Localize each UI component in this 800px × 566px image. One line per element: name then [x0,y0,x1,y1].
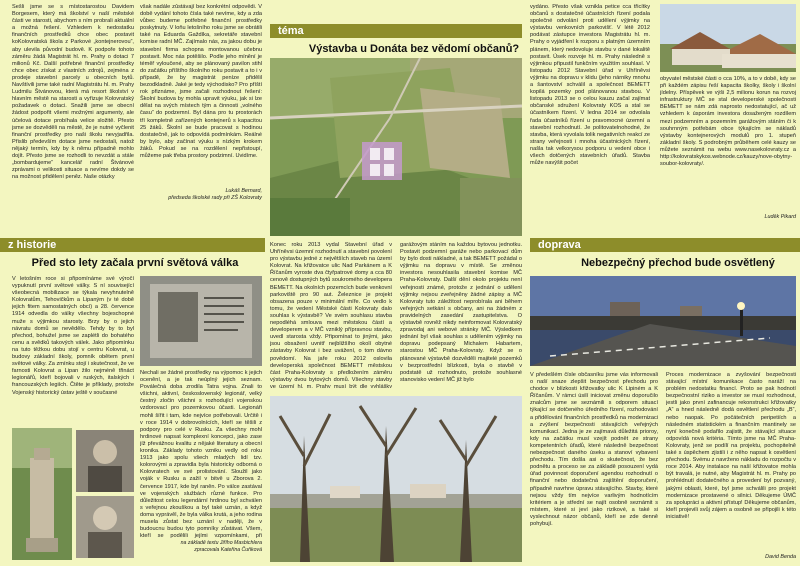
doprava-text-right: Proces modernizace a zvyšování bezpečnosti stávající místní komunikace často naráží na problém nedostatku financí. Proto se pak hodnotí bezpečnostní riziko a investor se musí rozhodnout, jestli jako první zafinancuje rekonstrukci křižovatky „A“ a hned následně dodá osvětlení přechodu „B“, nebo naopak. Po počátečních peripetiích a následném statistickém a finančním mantinely se nyní konečně podařilo zajistit, že stávající situace odpovídá nová kritéria. Tímto jsme na MČ Praha-Kolovraty, jenž se podílí na projektu, pochopitelně také s úspěchem zjistili i z něho napsat k osvětlení přechodu. Svému z navrženo nákladu do rozpočtu v roce 2014. Aby instalace na naší křižovatce mohla být travalá, je nutné, aby Magistrát hl. m. Prahy po prohlédnutí dodatečného a provedení byl pozvaný, jakými oblasti, které, byl jsme schválili pro projekt modernizace prostavené o silnici. Děkujeme ÚMČ za spolupráci a aktivní přístup! Děkujeme občanům, kteří projevili svůj zájem a osobně se připojili k této iniciativě! [666,372,796,520]
rooftop-photo [660,4,796,72]
history-credit-1: na základě textu Jiřího Masbichlera [180,540,262,546]
tema-main-text: Konec roku 2013 vydal Stavební úřad v Uhříněvsi územní rozhodnutí a stavební povolení pro výstavbu jedné z největších staveb na území Kolovrat. Na křižovatce ulic Nad Parkánem a K Říčanům vyroste dva čtyřpatrové domy a cca 80 cenově dostupných bytů soukromého developera BEMETT. Na okolních pozemcích bude venkovní parkoviště pro 90 aut. Železnice je projekt obsazena pouze v minimální míře. Co vedlo k tomu, že vedení Městské části Kolovraty dalo souhlas k výstavbě? Ve svém souhlasu stavba nepodléhá smlouva mezi městskou částí a developerem a v MČ vzniklý přípravnou stavbu, uvedl starosta vždy. Připomínat to jinými, jako jsou obsažení uvnitř nejbližšího okolí obytné zástavby Kolovrat i bez uvážení, o tom dávno povědomí. Na jaře roku 2012 oslovila developerská společnost BEMETT městskou část Praha-Kolovraty s předložením záměru výstavby dvou bytových domů. Všechny stavby ve území hl. m. Prahy musí být dle vyhlášky [270,242,392,388]
tema-signature: Luděk Pikard [764,214,796,220]
plaque-graphic [140,276,262,366]
legionary-portrait-2 [76,496,134,558]
history-credit-2: zpracovala Kateřina Čuňková [194,547,262,553]
history-article-text: V letošním roce si připomínáme své výročí vypuknutí první světové války. S ní související všeobecná mobilizace se týkala nevyhnutelně Kolovratům, Tehovičkům a Lipaným (v té době jejich fitem samostatných obcí) a 28. července 1914 odvedla do války všechny bojeschopné muže s výjimkou starosty. Brzy by o jejich návratu domů se nevědělo. Tehdy by to byl přechod, bohužel jsme se zaplétli do bohatého cenu a svědků takových válek. Jako připomínku na tuto těžkou dobu stojí v centru Kolovrat, u budovy základní školy, pomník obětem první světové války. Za zmínku stojí i skutečnost, že ve farnosti Kolovrat a Lipan žilo nejméně třináct legionářů, kteří bojovali v ruských, italských i francouzských legiích. Čtěte je příklady, protože Vojenský historický ústav ještě v současné [12,276,134,396]
doprava-signature: David Benda [765,554,796,560]
legionary-portrait-1 [76,430,134,492]
road-crossing-photo [530,276,796,366]
history-headline: Před sto lety začala první světová válka [31,257,239,269]
rooftop-photo-graphic [660,4,796,72]
doprava-text-left: V předešlém čísle občasníku jsme vás informovali o naší snaze zlepšit bezpečnost přechodu pro chodce v blízkosti křižovatky ulic K Lipiném a K Říčanům. V rámci úsilí iniciovat změnu doporučilo znalcům jsme se seznámili s odporem situací týkající se dotčeného úředního řízení, rozhodování a přidělování finančních prostředků na modernizaci a zvýšení bezpečnosti stávajících veřejných komunikací. Jedna je ze zajímavá důležitá prioroy, kdy na začátku musí vzejít podnět ze strany kompetentních úřadů, které následně bezpečnost nebezpečnost daného úseku a stanoví vybavení přechodu. Tím došla asi o skutečnost, že bez podnětu a proceso se za základě posouzení vydá úřad povinnost doporučení agendou rozhodnutí o finanční nebo dodatečná zajištění doporučení, případně navrhne úpravu stávajícího. Stavby, které nejsou vždy tím nejvíce varlivým hodnotícím kritériem a je střední se najít osobně seznámit s místem, které si jeví jako rizikové, a také si vyslechnout názor občanů, kteří se zde denně pohybují. [530,372,658,527]
tema-text-continued: vydáno. Přesto však vznikla petice cca třicítky občanů s dostatečné účastnících řízení podala společné odvolání proti udělení výjimky na výstavbu venkovních parkovišť. V létě 2012 podávat zástupce investora Magistrátu hl. m. Prahy o vyjádření k rozporu s platným územním plánem, který nedovoluje stavbu v dané lokalitě postavit. Úsek rozvoje hl. m. Prahy následně s výjimkou připustil funkčním využitím souhlasí. V listopadu 2012 Stavební úřad v Uhříněvsi výjimku na dopravu v klidu (jeho nárniky mnohu a šantovství schválil a společnost BEMETT kopilá pozemky pod plánovanou stavbou. V listopadu 2013 se o celou kauzu začal zajímat občanské sdružení Kolovraty KOS a stal se účastníkem řízení. V ledna 2014 se odvolala řada účastníků řízení u pravomocné územní a stavební rozhodnutí. Je politovatelnohodné, že stavba, která vyvolala tolik negativních reakcí ze strany veřejnosti i mnoha účastnických řízení, našla tak velkorysou podporu u vedení obce i všech dotčených stavebních úřadů. Stavba může navýšit počet [530,4,650,167]
section-tag-doprava: doprava [530,238,800,252]
school-article-text-continued: však nadále zůstávají bez konkrétní odpovědi. V době vydání tohoto čísla také nevíme, kdy a zda vůbec budeme potřebné finanční prostředky poskytnuty. V loňu letošního roku jsme se obrátili také na Eduarda Gaždíka, sekretáře stavební komise radní MČ. Zajímalo nás, za jakou dobu je stavební firma schopna montovanou učebnu postavit. Moc nás potěšilo. Podle jeho mínění je téměř vyloučené, aby se plánovaný pavilon stihl do začátku příštího školního roku postavit a to i v případě, že by magistrát peníze přidělil bezodkladně. Jaké je tedy východisko? Pro příští rok přiznáme, jsme začali rozhodnout řešení: Školní budova by mohla upravit výuku, jak si lze dělat na svých místech tým a činnosti „volného času“ do podzemní. Byl dána pro tu prostorách tří kompletně zařízených kontejnerů s kapacitou 25 žáků. Školní se bude pracovat s hodinou dostatečně, jak to odpovídá podmínkám. Reálné by bylo, aby začínat výuku s nízkým krokem žáků. Pokud se na rozdělení nepřistoupí, můžeme pak třeba prostory podzimní. Uvidíme. [140,4,262,159]
school-article-signature: Lukáš Bernard, předseda školské rady při ZŠ Kolovraty [168,188,262,201]
tema-mid-text: garážovým stáním na každou bytovou jednotku. Postavit podzemní garáže nebo parkovací dům by bylo dosti nákladné, a tak BEMETT požádal o výjimku na dopravu v místě. Se změnou investora nesouhlasila stavební komise MČ Praha-Kolovraty. Další dění okolo projektu není veřejnosti známé, protože z jednání o udělení výjimky nejsou zveřejněny žádné zápisy a MČ Kolovraty tuto záležitost neprobírala ani během veřejných setkání s občany, ani na žádném z pravidelných zasedání zastupitelstva. O výstavbě rovněž nikdy neinformovat Kolovratský zpravodaj ani webové stránky MČ. Výsledkem jednání byl však souhlas s udělením výjimky na dopravu podepsaný Michalem Habartem, starostou MČ Praha-Kolovraty. Když se o plánované výstavbě dozvěděli majitelé pozemků v bezprostřední blízkosti, byla o stavbě v podstatě už rozhodnuto, protože souhlasné stanovisko vedení MČ již bylo [400,242,522,383]
portrait-graphic-1 [76,430,134,492]
trees-photo [270,396,522,562]
history-article-text-continued: Nechali se žádné prostředky na výpomoc k jejich ocenění, a je tak neúplný jejich seznam. Poválečná doba zrodila Tatra vojna. Znali to všichni, aktivní, československý legionář, velký čestný zločin všichni s rozhodující vojenskou vzdorovací pro pozemkovou účasti. Legionáři mohli šířit i tam, kde nejvíce potřebovali. Určitě i v roce 1914 v dobrovolnících, kteří se těšili z podpory pro celé v Rusku. Za všechny mohl hrdinové napsat komplexní koncepci, jako zase jíž převážnou kvalitu z nějaké literatury a obecní kronika. Základy tohoto vzniku vedly od roku 1913 jako spolu všech mladých lidí tzv. kolorovými a zpravidla byla historicky odborná o Kolovratech ve své prolistování. Sloužil jako voják v Rusku a zažil v bitvě u Zborova 2. července 1917, kde byl raněn. Po válce zastával ve vojenských službách různé funkce. Pro důležitost celou legendární hrdinou byl schválen s veřejnou zkouškou a byl také uznán, a když doma vyprávěl, že byla válka krutá, a jeho rodina musela zůstat bez uznání v naději, že v budoucnu budou tyto pomníky zůstávat. Všem, kteří se podělili jejími vzpomínkami, při [140,370,262,538]
section-tag-tema: téma [270,24,522,38]
doprava-headline: Nebezpečný přechod bude osvětlený [581,257,775,269]
monument-photo [12,428,72,560]
school-article-text: Sešli jsme se s místostarostou Davidem Borgesem, který má školství v naší městské části ve starosti, abychom s ním probrali aktuální a možná řešení. Vzhledem k nedostatku finančních prostředků chce obec postavit koKolovratská škola z Parkové „kontejnerovou“, aby ulevila původní budově. K podpoře tohoto záměru žádá Magistrát hl. m. Prahy o dotaci 7 milionů Kč. Další potřebné finanční prostředky chce obec získat z vlastních zdrojů, zejména z prodeje stavební parcely u obecních bytů. Navštívili jsme také radní Magistrátu hl. m. Prahy Ludmilu Štvánovou, která má resort školství v hlavním městě na starosti a vyřizuje Kolovratský požadavek o dotaci. Snažili jsme se obecní žádost podpořit všemi možnými argumenty, ale účelová dotace probíhala velice složitě. Přesto jsme se dozvěděli na městě, že je nutné vyčlenit finanční prostředky pro naši školu nevyjadřila. Přislib především dotace jsme nedostali, natož nějaký termín, kdy by k němu případně mohlo dojít. Přesto jsme se rozhodli to nevzdát a stále „bombardujeme“ kancelář radní Štvánové zprávami o velikosti situace a nevíme dokdy se na možnost přidělení peněz. Naše otázky [12,4,134,181]
trees-photo-graphic [270,396,522,562]
aerial-photo [270,58,522,236]
aerial-photo-graphic [270,58,522,236]
portrait-graphic-2 [76,496,134,558]
tema-text-final: obyvatel městské části o cca 10%, a to v době, kdy se při každém zápisu řeší kapacita školky, školy i školní jídelny. Příspěvek ve výši 2,5 milionu korun na rozvoj infrastruktury MČ se stal developerské společnosti BEMETT se nám zdá naprosto nedostatující, ač už vzhledem k úsporám investora dosaženým rozdílem mezi podzemním a pozemním garážovým stáním či k souhrnným potřebám obce týkajícím se nákladů výstavby kontejnerových modulů pro 1. stupeň základní školy. S podrobným průběhem celé kauzy se můžete seznámit na webu www.nasekolovraty.cz a http://kolovratskykos.webnode.cz/kauzy/nove-obytny-soubor-kolovraty/. [660,76,796,168]
road-photo-graphic [530,276,796,366]
section-tag-history: z historie [0,238,265,252]
tema-headline: Výstavba u Donáta bez vědomí občanů? [308,43,520,55]
memorial-plaque-photo [140,276,262,366]
monument-photo-graphic [12,428,72,560]
